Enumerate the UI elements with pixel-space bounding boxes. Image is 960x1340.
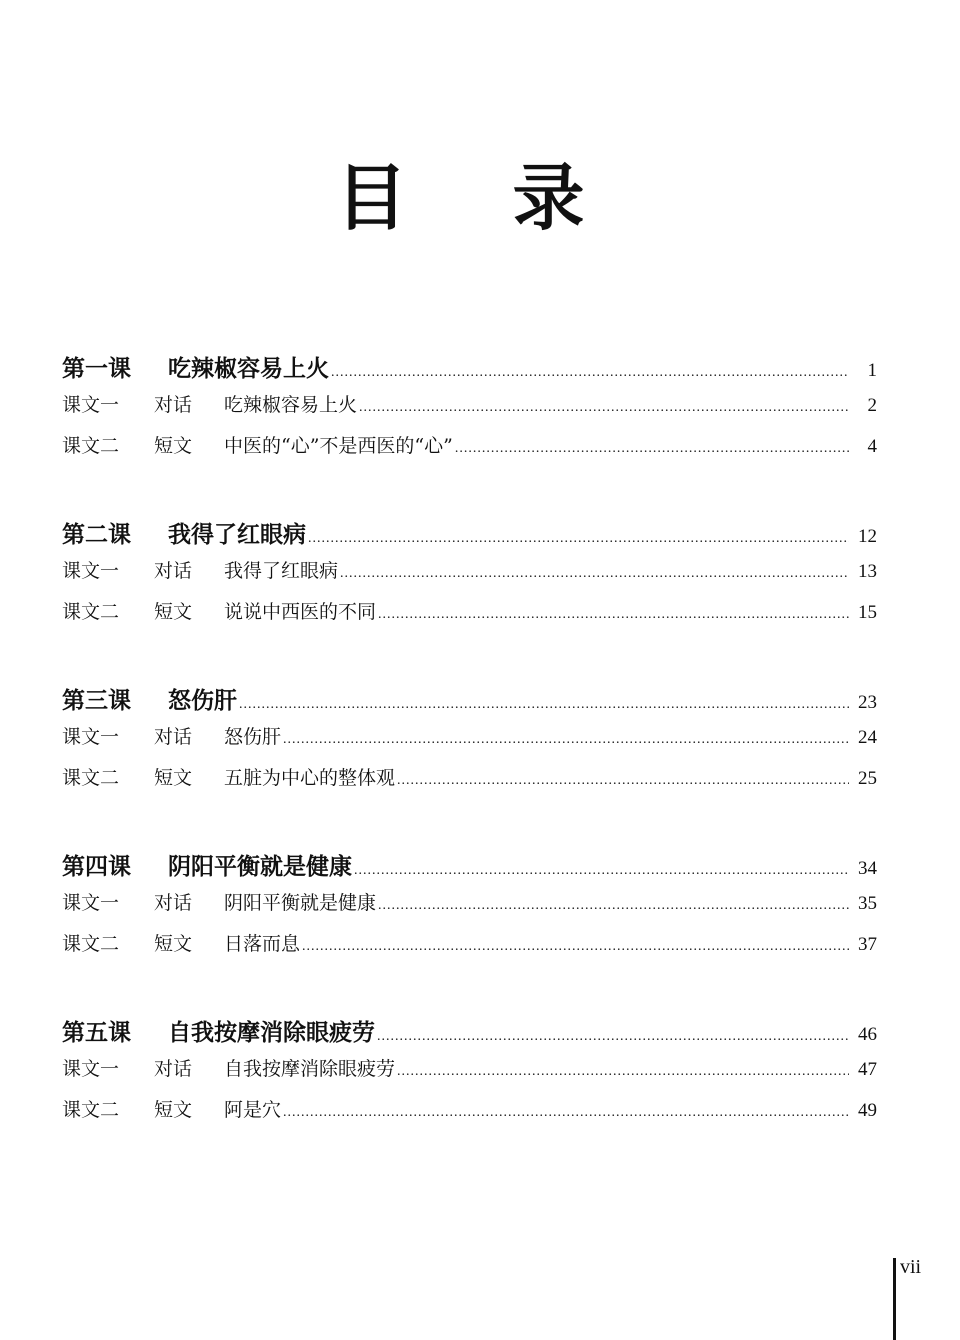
toc-entry[interactable] xyxy=(62,888,877,929)
text-title: 五脏为中心的整体观 xyxy=(224,767,396,789)
page-number: 1 xyxy=(867,360,877,381)
page-number: 34 xyxy=(858,858,877,879)
text-title: 自我按摩消除眼疲劳 xyxy=(224,1058,396,1080)
dot-leader xyxy=(397,773,849,789)
text-number: 课文一 xyxy=(62,1058,120,1080)
toc-entry[interactable] xyxy=(62,556,877,597)
lesson-number: 第三课 xyxy=(62,688,131,714)
page-number: 49 xyxy=(858,1100,877,1121)
lesson-title: 吃辣椒容易上火 xyxy=(168,356,329,382)
toc-lesson xyxy=(62,1014,877,1136)
text-title: 中医的“心”不是西医的“心” xyxy=(224,435,453,457)
text-title: 阿是穴 xyxy=(224,1099,282,1121)
lesson-title: 自我按摩消除眼疲劳 xyxy=(168,1020,375,1046)
text-type: 对话 xyxy=(154,394,193,416)
page-number: 4 xyxy=(867,436,877,457)
toc-lesson-heading[interactable] xyxy=(62,516,877,556)
dot-leader xyxy=(359,400,849,416)
toc-entry[interactable] xyxy=(62,722,877,763)
dot-leader xyxy=(302,939,849,955)
text-type: 短文 xyxy=(154,1099,193,1121)
lesson-title: 怒伤肝 xyxy=(168,688,237,714)
toc-lesson-heading[interactable] xyxy=(62,848,877,888)
toc-entry[interactable] xyxy=(62,763,877,804)
page-title: 目 录 xyxy=(335,155,625,240)
toc-lesson xyxy=(62,682,877,804)
page-number: 24 xyxy=(858,727,877,748)
text-number: 课文二 xyxy=(62,767,120,789)
toc-entry[interactable] xyxy=(62,1054,877,1095)
toc-entry[interactable] xyxy=(62,431,877,472)
folio-rule xyxy=(893,1258,896,1340)
page-number: 47 xyxy=(858,1059,877,1080)
lesson-number: 第五课 xyxy=(62,1020,131,1046)
text-number: 课文一 xyxy=(62,394,120,416)
text-title: 阴阳平衡就是健康 xyxy=(224,892,377,914)
text-type: 对话 xyxy=(154,560,193,582)
text-title: 吃辣椒容易上火 xyxy=(224,394,358,416)
text-title: 日落而息 xyxy=(224,933,301,955)
text-number: 课文二 xyxy=(62,601,120,623)
toc-lesson xyxy=(62,516,877,638)
lesson-number: 第一课 xyxy=(62,356,131,382)
page-number: 25 xyxy=(858,768,877,789)
toc-lesson xyxy=(62,848,877,970)
dot-leader xyxy=(378,607,849,623)
text-type: 对话 xyxy=(154,892,193,914)
dot-leader xyxy=(455,441,849,457)
dot-leader xyxy=(308,531,849,547)
toc-entry[interactable] xyxy=(62,929,877,970)
page-number: 46 xyxy=(858,1024,877,1045)
text-type: 短文 xyxy=(154,933,193,955)
toc-entry[interactable] xyxy=(62,1095,877,1136)
text-number: 课文一 xyxy=(62,726,120,748)
toc-entry[interactable] xyxy=(62,597,877,638)
page-number: 15 xyxy=(858,602,877,623)
text-title: 说说中西医的不同 xyxy=(224,601,377,623)
lesson-number: 第二课 xyxy=(62,522,131,548)
dot-leader xyxy=(354,863,849,879)
text-number: 课文二 xyxy=(62,435,120,457)
dot-leader xyxy=(340,566,849,582)
table-of-contents xyxy=(62,350,877,1180)
text-type: 短文 xyxy=(154,435,193,457)
dot-leader xyxy=(283,732,849,748)
page-number: 35 xyxy=(858,893,877,914)
toc-lesson-heading[interactable] xyxy=(62,350,877,390)
page-number: 37 xyxy=(858,934,877,955)
text-number: 课文二 xyxy=(62,1099,120,1121)
page-number: 2 xyxy=(867,395,877,416)
page-number: 13 xyxy=(858,561,877,582)
lesson-title: 我得了红眼病 xyxy=(168,522,306,548)
toc-entry[interactable] xyxy=(62,390,877,431)
dot-leader xyxy=(377,1029,849,1045)
dot-leader xyxy=(331,365,849,381)
text-type: 对话 xyxy=(154,726,193,748)
text-type: 对话 xyxy=(154,1058,193,1080)
dot-leader xyxy=(397,1064,849,1080)
page-number: 12 xyxy=(858,526,877,547)
text-number: 课文二 xyxy=(62,933,120,955)
text-title: 我得了红眼病 xyxy=(224,560,339,582)
dot-leader xyxy=(239,697,849,713)
dot-leader xyxy=(378,898,849,914)
toc-lesson-heading[interactable] xyxy=(62,682,877,722)
toc-lesson-heading[interactable] xyxy=(62,1014,877,1054)
page-number: 23 xyxy=(858,692,877,713)
text-number: 课文一 xyxy=(62,560,120,582)
folio-page-number: vii xyxy=(900,1256,922,1278)
text-number: 课文一 xyxy=(62,892,120,914)
lesson-number: 第四课 xyxy=(62,854,131,880)
dot-leader xyxy=(283,1105,849,1121)
text-type: 短文 xyxy=(154,601,193,623)
lesson-title: 阴阳平衡就是健康 xyxy=(168,854,352,880)
text-title: 怒伤肝 xyxy=(224,726,282,748)
text-type: 短文 xyxy=(154,767,193,789)
toc-lesson xyxy=(62,350,877,472)
